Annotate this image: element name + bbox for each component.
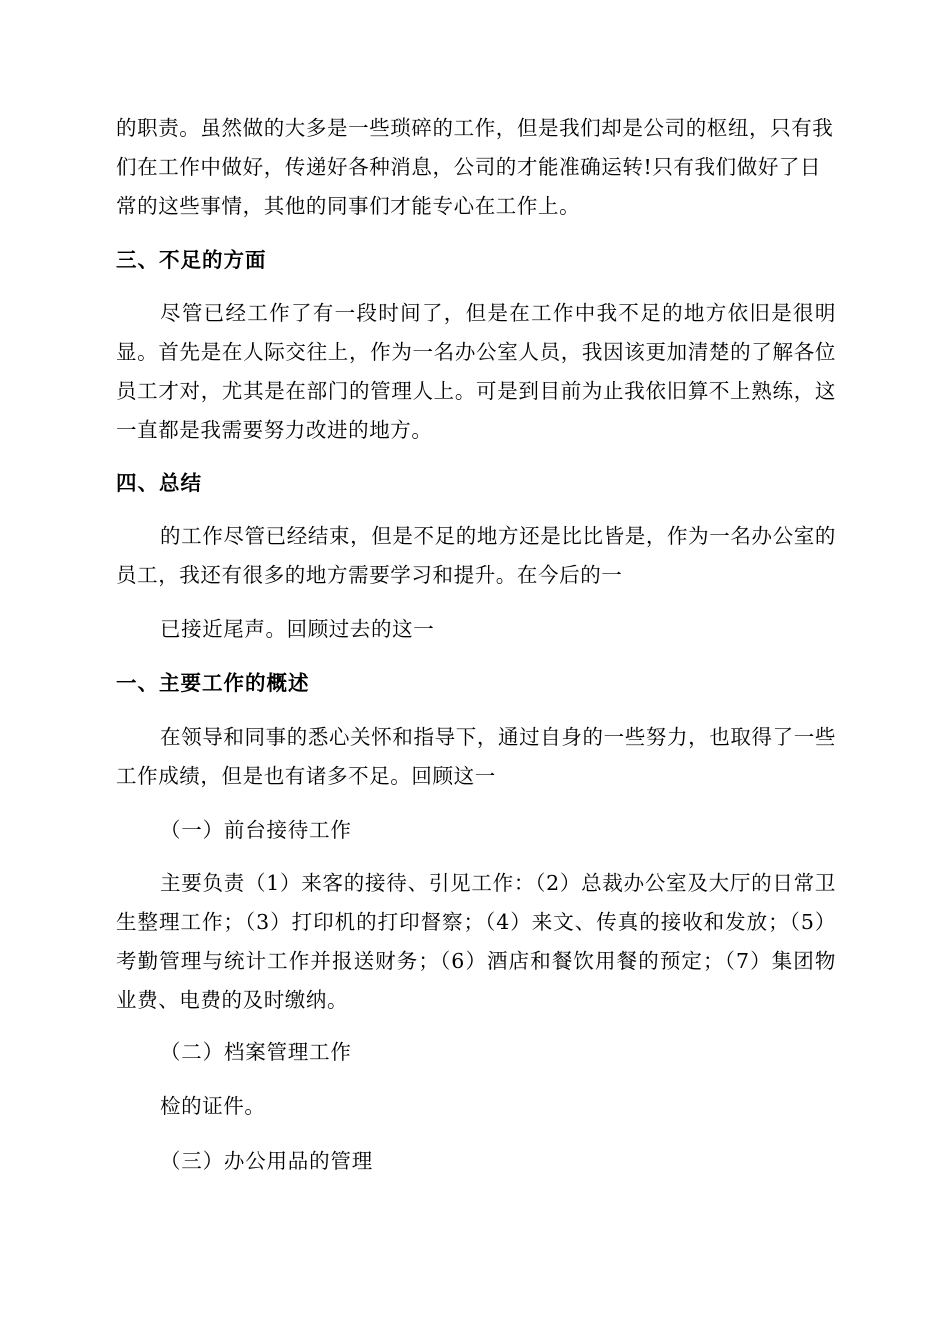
subheading-reception: （一）前台接待工作 — [160, 818, 352, 842]
heading-summary: 四、总结 — [116, 471, 202, 495]
paragraph-reception-duties: 主要负责（1）来客的接待、引见工作：（2）总裁办公室及大厅的日常卫生整理工作；（3）打印机的打印督察；（4）来文、传真的接收和发放；（5）考勤管理与统计工作并报送财务；（6）酒店和餐饮用餐的预定；（7）集团物业费、电费的及时缴纳。 — [116, 871, 836, 1012]
subheading-archives: （二）档案管理工作 — [160, 1040, 352, 1064]
paragraph-deficiency: 尽管已经工作了有一段时间了，但是在工作中我不足的地方依旧是很明显。首先是在人际交往上，作为一名办公室人员，我因该更加清楚的了解各位员工才对，尤其是在部门的管理人上。可是到目前为止我依旧算不上熟练，这一直都是我需要努力改进的地方。 — [116, 301, 836, 442]
paragraph-archives: 检的证件。 — [160, 1094, 266, 1118]
paragraph-summary: 的工作尽管已经结束，但是不足的地方还是比比皆是，作为一名办公室的员工，我还有很多的地方需要学习和提升。在今后的一 — [116, 524, 836, 587]
paragraph-year-end: 已接近尾声。回顾过去的这一 — [160, 617, 435, 641]
subheading-office-supplies: （三）办公用品的管理 — [160, 1149, 373, 1173]
paragraph-duties: 的职责。虽然做的大多是一些琐碎的工作，但是我们却是公司的枢纽，只有我们在工作中做好，传递好各种消息，公司的才能准确运转!只有我们做好了日常的这些事情，其他的同事们才能专心在工作上。 — [116, 116, 834, 218]
heading-deficiency: 三、不足的方面 — [116, 248, 267, 272]
paragraph-overview: 在领导和同事的悉心关怀和指导下，通过自身的一些努力，也取得了一些工作成绩，但是也有诸多不足。回顾这一 — [116, 725, 836, 788]
heading-overview: 一、主要工作的概述 — [116, 671, 310, 695]
